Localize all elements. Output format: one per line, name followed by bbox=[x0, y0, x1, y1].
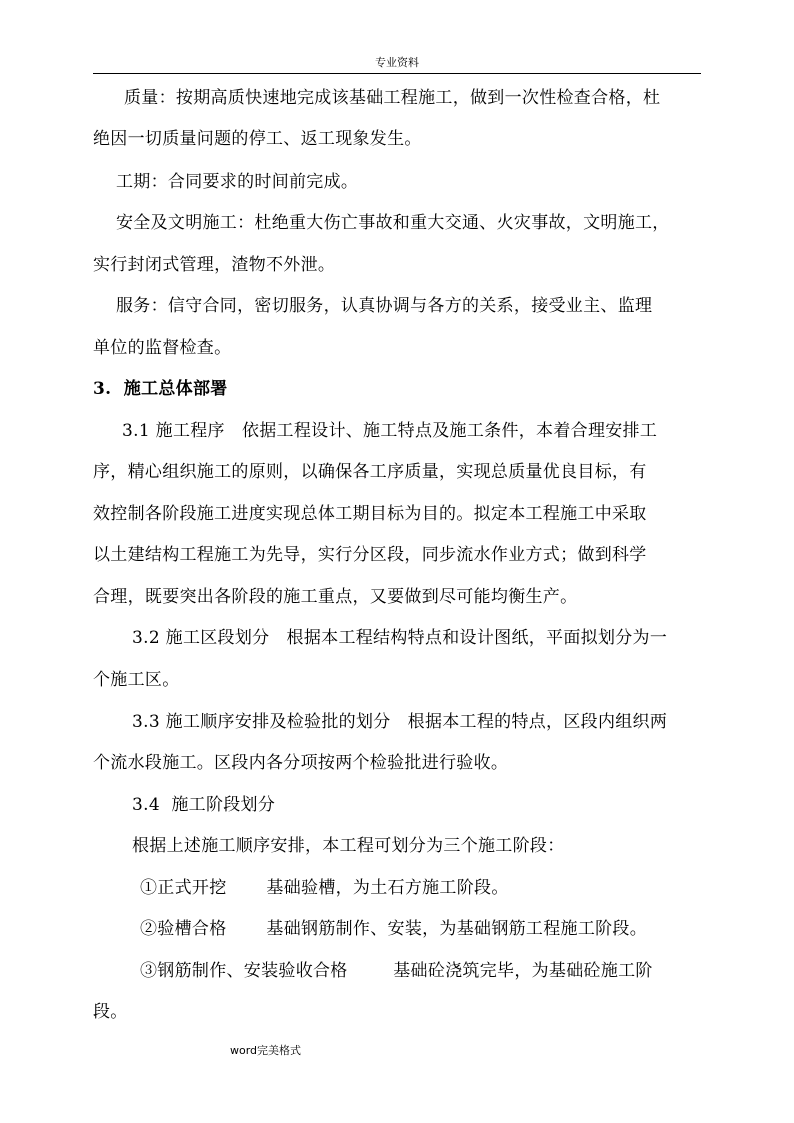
paragraph-3-4-intro: 根据上述施工顺序安排，本工程可划分为三个施工阶段： bbox=[132, 836, 565, 856]
stage-item-3-line-2: 段。 bbox=[93, 1002, 128, 1022]
section-heading-3: 3. 施工总体部署 bbox=[93, 379, 228, 399]
subsection-heading-3-4: 3.4 施工阶段划分 bbox=[132, 795, 276, 815]
stage-item-2: ②验槽合格 基础钢筋制作、安装，为基础钢筋工程施工阶段。 bbox=[140, 919, 648, 939]
paragraph-3-3-line-2: 个流水段施工。区段内各分项按两个检验批进行验收。 bbox=[93, 753, 509, 773]
stage-item-3-line-1: ③钢筋制作、安装验收合格 基础砼浇筑完毕，为基础砼施工阶 bbox=[140, 961, 653, 981]
page-header: 专业资料 bbox=[375, 56, 419, 69]
header-divider bbox=[93, 73, 701, 74]
paragraph-quality-line-1: 质量：按期高质快速地完成该基础工程施工，做到一次性检查合格，杜 bbox=[124, 88, 661, 108]
paragraph-3-1-line-5: 合理，既要突出各阶段的施工重点，又要做到尽可能均衡生产。 bbox=[93, 587, 578, 607]
paragraph-3-3-line-1: 3.3 施工顺序安排及检验批的划分 根据本工程的特点，区段内组织两 bbox=[132, 712, 668, 732]
paragraph-3-2-line-1: 3.2 施工区段划分 根据本工程结构特点和设计图纸，平面拟划分为一 bbox=[132, 628, 668, 648]
paragraph-service-line-2: 单位的监督检查。 bbox=[93, 338, 232, 358]
paragraph-3-2-line-2: 个施工区。 bbox=[93, 670, 180, 690]
paragraph-safety-line-1: 安全及文明施工：杜绝重大伤亡事故和重大交通、火灾事故，文明施工， bbox=[116, 213, 670, 233]
paragraph-3-1-line-2: 序，精心组织施工的原则，以确保各工序质量，实现总质量优良目标，有 bbox=[93, 462, 647, 482]
paragraph-schedule: 工期：合同要求的时间前完成。 bbox=[116, 172, 359, 192]
paragraph-3-1-line-4: 以土建结构工程施工为先导，实行分区段，同步流水作业方式；做到科学 bbox=[93, 545, 647, 565]
paragraph-safety-line-2: 实行封闭式管理，渣物不外泄。 bbox=[93, 255, 336, 275]
paragraph-3-1-line-3: 效控制各阶段施工进度实现总体工期目标为目的。拟定本工程施工中采取 bbox=[93, 504, 647, 524]
paragraph-service-line-1: 服务：信守合同，密切服务，认真协调与各方的关系，接受业主、监理 bbox=[116, 296, 653, 316]
paragraph-quality-line-2: 绝因一切质量问题的停工、返工现象发生。 bbox=[93, 129, 422, 149]
stage-item-1: ①正式开挖 基础验槽，为土石方施工阶段。 bbox=[140, 878, 509, 898]
paragraph-3-1-line-1: 3.1 施工程序 依据工程设计、施工特点及施工条件，本着合理安排工 bbox=[122, 421, 658, 441]
page-footer: word完美格式 bbox=[230, 1044, 302, 1057]
